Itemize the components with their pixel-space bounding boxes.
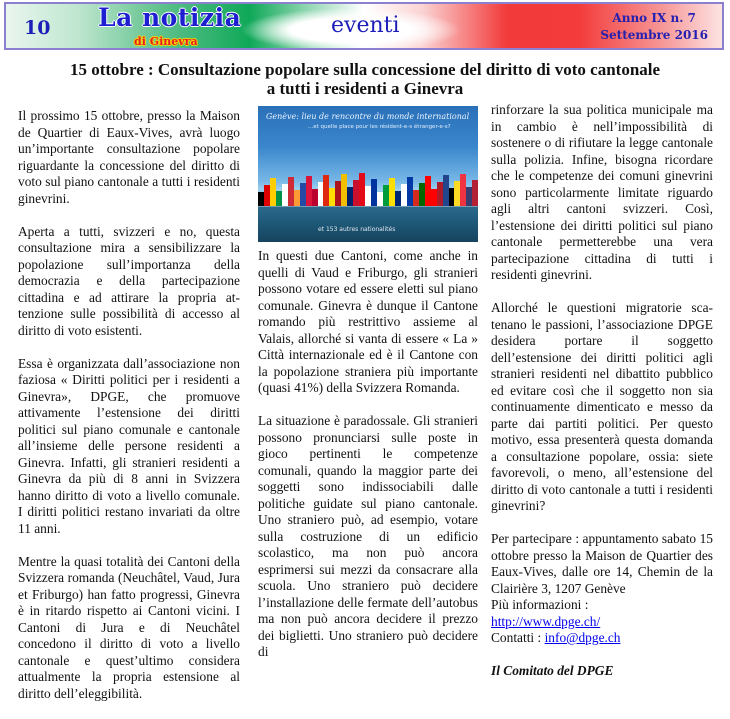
headline-line-2: a tutti i residenti a Ginevra: [266, 79, 464, 98]
issue-date: Settembre 2016: [600, 28, 708, 42]
paragraph: Mentre la quasi totalità dei Cantoni della Svizzera romanda (Neuchâtel, Vaud, Jura et Friburgo) han fatto progressi, Ginevra è in ritardo rispetto ai Cantoni vicini. I Cantoni di Jura e di Neuchâtel concedono il diritto di voto a livello cantonale e quest’ultimo considera attualmente la propria estensione al diritto dell’eleggibilità.: [18, 553, 240, 701]
issue-info: [600, 10, 708, 44]
horizon-line: [258, 206, 478, 207]
headline-line-1: 15 ottobre : Consultazione popolare sulla concessione del diritto di voto cantonale: [69, 60, 661, 79]
more-info-label: Più informazioni :: [491, 597, 589, 612]
participate-info: Per partecipare : appuntamento sabato 15 ottobre presso la Maison de Quartier des Eaux-Vives, dalle ore 14, Chemin de la Clairière 3, 1207 Genève: [491, 531, 713, 596]
paragraph: rinforzare la sua politica municipale ma in cambio è nell’impossibilità di sostenere o di rifiutare la legge cantonale sulla polizia. Infine, bisogna ricordare che le competenze dei comuni ginevrini sono particolarmente limitate riguardo agli altri cantoni svizzeri. Così, l’estensione dei diritti politici sul piano cantonale permetterebbe una vera partecipazione cittadina di tutti i residenti ginevrini.: [491, 102, 713, 282]
article-column-3: [491, 102, 713, 680]
contact-block: [491, 531, 713, 647]
flags-photo: [258, 106, 478, 242]
contacts-label: Contatti :: [491, 630, 542, 645]
article-headline: [0, 60, 730, 98]
photo-caption: et 153 autres nationalités: [318, 226, 396, 233]
section-title: eventi: [331, 13, 400, 38]
website-link[interactable]: http://www.dpge.ch/: [491, 613, 601, 629]
email-link[interactable]: info@dpge.ch: [544, 630, 621, 645]
photo-subtitle: ...et quelle place pour les résident-e-s étranger-e-s?: [308, 124, 451, 130]
paragraph: Aperta a tutti, svizzeri e no, questa consultazione mira a sensibilizzare la popolazione sull’importanza della democrazia e della partecipazione cittadina e ad attirare la propria attenzione sulle possibilità di accesso al diritto di voto esistenti.: [18, 223, 240, 338]
logo-title: La notizia: [98, 3, 242, 32]
logo-subtitle: di Ginevra: [134, 35, 198, 48]
article-column-1: [18, 108, 240, 719]
article-column-2: [258, 248, 478, 677]
issue-number: Anno IX n. 7: [612, 11, 696, 25]
masthead: [4, 2, 724, 50]
signature: Il Comitato del DPGE: [491, 663, 614, 678]
flag-swatch: [472, 180, 478, 206]
paragraph: Il prossimo 15 ottobre, presso la Maison de Quartier di Eaux-Vives, avrà luogo un’importante consultazione popolare riguardante la concessione del diritto di voto sul piano cantonale a tutti i residenti ginevrini.: [18, 108, 240, 206]
photo-title: Genève: lieu de rencontre du monde international: [266, 112, 470, 121]
page-number: 10: [24, 17, 51, 39]
paragraph: Allorché le questioni migratorie scatenano le passioni, l’associazione DPGE desidera portare il soggetto dell’estensione dei diritti politici agli stranieri residenti nel dibattito pubblico ed evitare così che il soggetto non sia continuamente dimenticato e messo da parte dai partiti politici. Per questo motivo, essa presenterà questa domanda a consultazione popolare, ossia: siete favorevoli, o meno, all’estensione del diritto di voto cantonale a tutti i residenti ginevrini?: [491, 300, 713, 513]
paragraph: In questi due Cantoni, come anche in quelli di Vaud e Friburgo, gli stranieri possono votare ed essere eletti sul piano comunale. Ginevra è dunque il Cantone romando più restrittivo assieme al Valais, allorché si vanta di essere « La » Città internazionale ed è il Cantone con la popolazione straniera più importante (quasi 41%) della Svizzera Romanda.: [258, 248, 478, 395]
paragraph: Essa è organizzata dall’associazione non faziosa « Diritti politici per i residenti a Ginevra», DPGE, che promuove attivamente l’estensione dei diritti politici sul piano comunale e cantonale all’insieme delle persone residenti a Ginevra. Infatti, gli stranieri residenti a Ginevra da più di 8 anni in Svizzera hanno diritto di voto a livello comunale. I diritti politici restano invariati da oltre 11 anni.: [18, 355, 240, 536]
flag-row: [258, 172, 478, 206]
paragraph: La situazione è paradossale. Gli stranieri possono pronunciarsi sulle poste in gioco pertinenti le competenze comunali, quando la maggior parte dei soggetti sono indissociabili dalle politiche guidate sul piano cantonale. Uno straniero può, ad esempio, votare sulla costruzione di un edificio scolastico, ma non può ancora esprimersi sui mezzi da consacrare alla scuola. Uno straniero può decidere l’installazione delle fermate dell’autobus ma non può ancora decidere il prezzo dei biglietti. Uno straniero può decidere di: [258, 413, 478, 659]
